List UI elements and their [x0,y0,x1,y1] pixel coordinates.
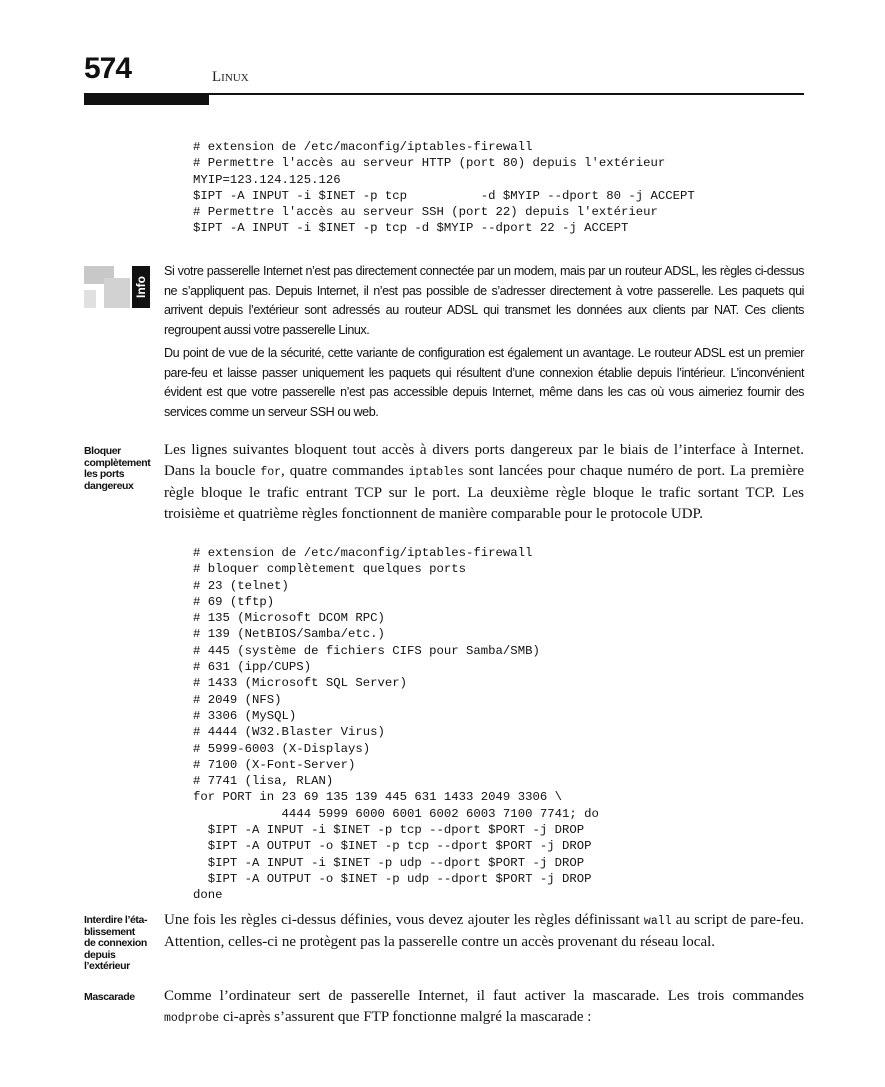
info-paragraph-2: Du point de vue de la sécurité, cette variante de configuration est également un avantage. Le routeur ADSL est un premier pare-feu et laisse passer uniquement les paquets qui résultent d’une connexion établie depuis l’intérieur. L’inconvénient évident est que votre passerelle n’est pas accessible depuis Internet, même dans les cas où vous aimeriez fournir des services comme un serveur SSH ou web. [164,346,804,419]
text: Une fois les règles ci-dessus définies, vous devez ajouter les règles définissant [164,912,644,928]
info-icon-label: Info [134,276,148,298]
page-number: 574 [84,52,132,85]
code-block-block-ports: # extension de /etc/maconfig/iptables-firewall # bloquer complètement quelques ports # 23 (telnet) # 69 (tftp) # 135 (Microsoft DCOM RPC) # 139 (NetBIOS/Samba/etc.) # 445 (système de fichiers CIFS pour Samba/SMB) # 631 (ipp/CUPS) # 1433 (Microsoft SQL Server) # 2049 (NFS) # 3306 (MySQL) # 4444 (W32.Blaster Virus) # 5999-6003 (X-Displays) # 7100 (X-Font-Server) # 7741 (lisa, RLAN) for PORT in 23 69 135 139 445 631 1433 2049 3306 \ 4444 5999 6000 6001 6002 6003 7100 7741; do $IPT -A INPUT -i $INET -p tcp --dport $PORT -j DROP $IPT -A OUTPUT -o $INET -p tcp --dport $PORT -j DROP $IPT -A INPUT -i $INET -p udp --dport $PORT -j DROP $IPT -A OUTPUT -o $INET -p udp --dport $PORT -j DROP done [193,546,599,903]
text: Les lignes suivantes bloquent tout accès à divers ports dangereux par le biais de l’interface à Internet. Dans la boucle [164,442,804,479]
inline-code-for: for [260,466,282,479]
code-block-http-ssh: # extension de /etc/maconfig/iptables-firewall # Permettre l'accès au serveur HTTP (port 80) depuis l'extérieur MYIP=123.124.125.126 $IPT -A INPUT -i $INET -p tcp -d $MYIP --dport 80 -j ACCEPT # Permettre l'accès au serveur SSH (port 22) depuis l'extérieur $IPT -A INPUT -i $INET -p tcp -d $MYIP --dport 22 -j ACCEPT [193,140,695,236]
text: sont lancées pour chaque numéro de port. La première règle bloque le trafic entrant TCP sur le port. La deuxième règle bloque le trafic sortant TCP. Les troisième et quatrième règles fonctionnent de manière comparable pour le protocole UDP. [164,463,804,522]
text: au script de pare-feu. Attention, celles-ci ne protègent pas la passerelle contre un accès provenant du réseau local. [164,912,804,950]
text: Comme l’ordinateur sert de passerelle Internet, il faut activer la mascarade. Les trois commandes [164,988,804,1004]
header-rule-block [84,93,209,105]
inline-code-modprobe: modprobe [164,1012,220,1025]
margin-note-masquerade: Mascarade [84,991,135,1003]
running-title: Linux [212,69,249,85]
inline-code-iptables: iptables [408,466,464,479]
margin-note-block-ports: Bloquer complètement les ports dangereux [84,445,151,492]
paragraph-forbid-connection [164,910,804,953]
paragraph-block-ports [164,440,804,525]
inline-code-wall: wall [643,915,672,928]
text: , quatre commandes [281,463,409,479]
info-icon [84,266,150,308]
info-paragraph-1: Si votre passerelle Internet n’est pas directement connectée par un modem, mais par un routeur ADSL, les règles ci-dessus ne s’appliquent pas. Depuis Internet, il n’est pas possible de s’adresser directement à votre passerelle. Les paquets qui arrivent depuis l’extérieur sont adressés au routeur ADSL qui transmet les données aux clients par NAT. Ces clients regroupent aussi votre passerelle Linux. [164,264,804,337]
paragraph-masquerade [164,986,804,1029]
margin-note-forbid-connection: Interdire l’éta- blissement de connexion depuis l’extérieur [84,914,148,972]
text: ci-après s’assurent que FTP fonctionne malgré la mascarade : [219,1009,592,1025]
